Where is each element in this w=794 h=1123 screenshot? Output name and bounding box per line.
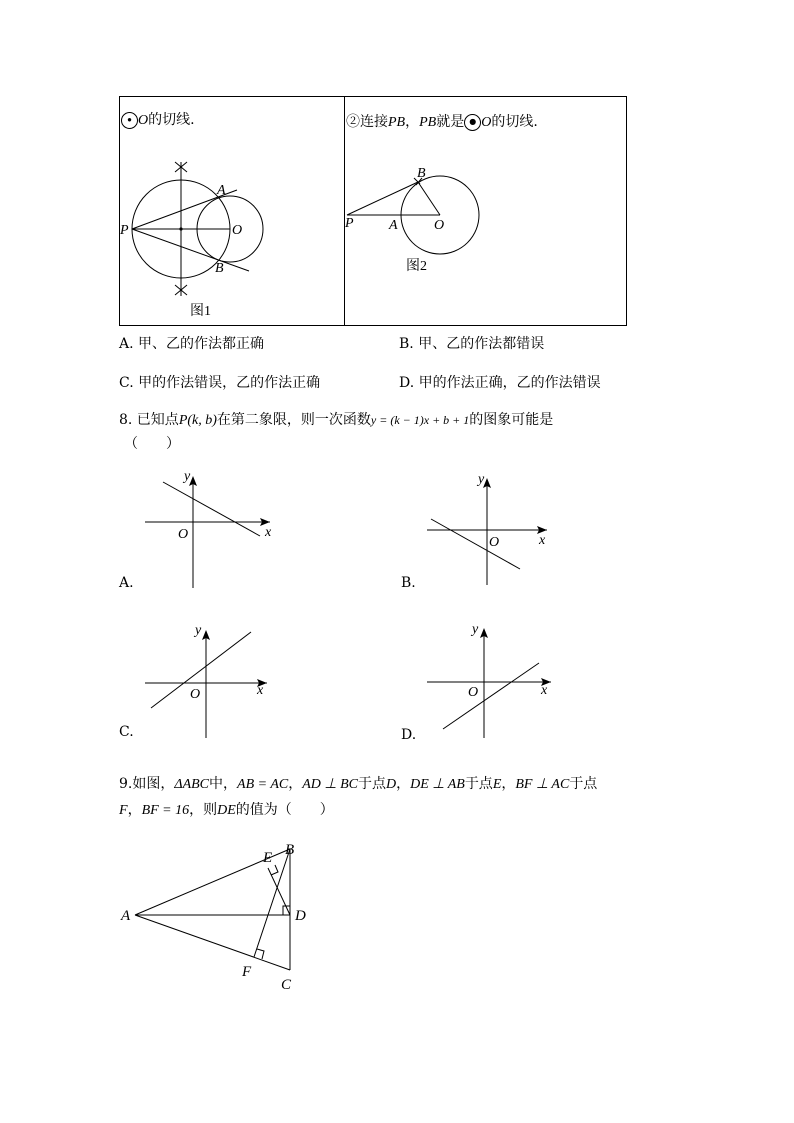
q8-text-1: 8. 已知点 [119, 412, 179, 428]
fig2-label-b: B [417, 166, 426, 181]
q7-right-text-2: 就是 [436, 114, 465, 130]
q9-text-2: 中， [209, 776, 238, 792]
q9-label-c: C [281, 977, 292, 993]
q9-side-ac [135, 915, 290, 970]
q9-point-f: F [119, 803, 128, 818]
q9-label-b: B [285, 842, 295, 858]
q8-function: y = (k − 1)x + b + 1 [370, 413, 470, 427]
q7-circle-name: O [481, 115, 492, 130]
q7-option-c: C. 甲的作法错误，乙的作法正确 [119, 375, 321, 391]
q7-right-cell-text [346, 111, 538, 131]
q8-graph-c [135, 622, 285, 742]
q7-option-a: A. 甲、乙的作法都正确 [119, 336, 265, 352]
q8-label-b: B. [401, 575, 416, 591]
q8-label-d: D. [401, 727, 417, 743]
q8-answer-paren: （ ） [124, 436, 180, 452]
q8-d-x-label: x [541, 683, 548, 698]
q9-right-angle-f [257, 949, 264, 959]
q9-bf-value: BF = 16 [141, 803, 190, 818]
q8-stem [119, 409, 553, 429]
q8-d-y-label: y [472, 622, 479, 637]
q8-d-origin: O [468, 685, 479, 700]
q7-pb-1: PB [388, 115, 406, 130]
circle-name: O [138, 113, 149, 128]
q9-label-d: D [295, 908, 306, 924]
q8-a-x-label: x [265, 525, 272, 540]
fig2-line-pb [347, 182, 418, 215]
q8-text-2: 在第二象限，则一次函数 [216, 412, 371, 428]
fig1-caption: 图1 [190, 304, 211, 319]
q8-graph-a [135, 470, 285, 590]
q9-text-3: 于点 [357, 776, 386, 792]
q8-graph-d [417, 620, 567, 745]
q7-left-text: 的切线. [148, 112, 195, 128]
q8-c-origin: O [190, 687, 201, 702]
fig1-label-p: P [120, 223, 129, 238]
q8-text-3: 的图象可能是 [469, 412, 554, 428]
q7-option-b: B. 甲、乙的作法都错误 [399, 336, 545, 352]
q9-text-1: 9.如图， [119, 776, 175, 792]
q7-right-text-3: 的切线. [491, 114, 538, 130]
fig1-label-b: B [215, 261, 224, 276]
q9-de: DE [217, 803, 236, 818]
q8-c-x-label: x [257, 683, 264, 698]
q7-figure-1 [119, 150, 344, 320]
fig2-label-p: P [345, 216, 354, 231]
q9-ab-eq-ac: AB = AC [237, 777, 289, 792]
circle-dot-icon: ● [464, 114, 481, 131]
fig2-label-a: A [389, 218, 398, 233]
q9-stem-line-2 [119, 799, 334, 819]
fig1-label-o: O [232, 223, 243, 238]
q7-pb-2: PB [419, 115, 437, 130]
fig2-label-o: O [434, 218, 445, 233]
q9-ad-perp-bc: AD ⊥ BC [302, 777, 358, 792]
q7-comma: ， [405, 114, 420, 130]
q8-b-y-label: y [478, 472, 485, 487]
fig2-caption: 图2 [406, 259, 427, 274]
q7-figure-2 [344, 160, 524, 280]
q9-label-f: F [242, 964, 252, 980]
q9-comma-2: ， [396, 776, 411, 792]
q8-b-origin: O [489, 535, 500, 550]
q9-point-e: E [492, 777, 502, 792]
q8-a-origin: O [178, 527, 189, 542]
q9-comma-1: ， [288, 776, 303, 792]
q8-b-line [431, 519, 520, 569]
q9-bf-perp-ac: BF ⊥ AC [515, 777, 570, 792]
q9-label-e: E [263, 850, 273, 866]
fig2-line-bo [418, 182, 440, 215]
q8-graph-b [417, 470, 567, 590]
q7-left-cell-text [121, 109, 195, 129]
q8-a-y-label: y [184, 470, 191, 484]
q7-right-text-1: ②连接 [346, 114, 388, 130]
q7-option-d: D. 甲的作法正确，乙的作法错误 [399, 375, 601, 391]
q9-comma-3: ， [501, 776, 516, 792]
q8-point: P(k, b) [178, 413, 217, 428]
q9-text-7: 的值为（ ） [235, 802, 334, 818]
q9-text-4: 于点 [464, 776, 493, 792]
q8-label-a: A. [119, 575, 134, 591]
q9-right-angle-e [271, 865, 278, 875]
q9-label-a: A [121, 908, 131, 924]
q9-triangle: ΔABC [174, 777, 210, 792]
q9-figure [115, 838, 330, 998]
q8-b-x-label: x [539, 533, 546, 548]
q8-c-y-label: y [195, 623, 202, 638]
q8-c-line [151, 632, 251, 708]
q9-de-perp-ab: DE ⊥ AB [410, 777, 465, 792]
q9-stem-line-1 [119, 773, 597, 793]
fig1-label-a: A [217, 183, 226, 198]
q9-point-d: D [385, 777, 397, 792]
q9-text-5: 于点 [569, 776, 598, 792]
circle-dot-icon: ● [121, 112, 138, 129]
q8-label-c: C. [119, 724, 134, 740]
q9-text-6: ，则 [189, 802, 218, 818]
q9-comma-4: ， [127, 802, 142, 818]
q8-d-line [443, 663, 539, 729]
